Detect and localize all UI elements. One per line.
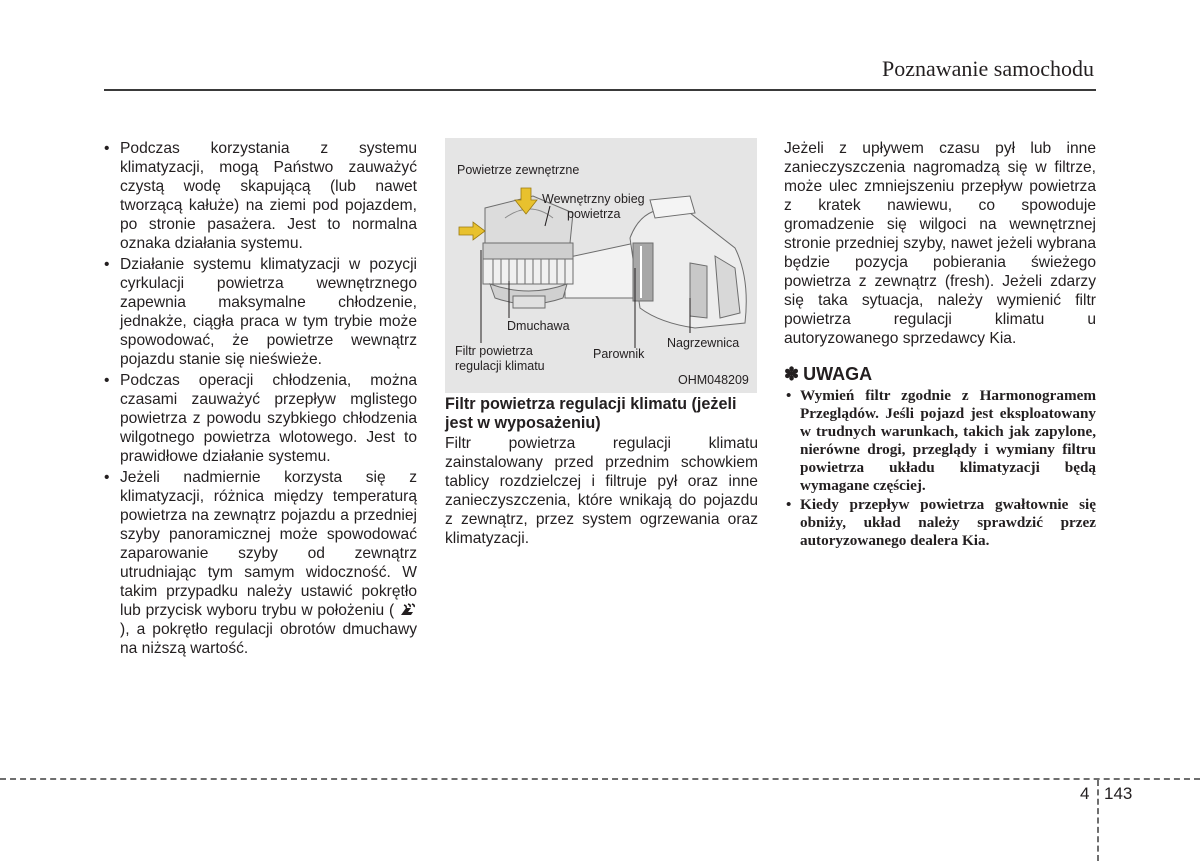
list-item bbox=[104, 468, 417, 658]
list-item-text: Jeżeli nadmiernie korzysta się z klimatyzacji, różnica między temperaturą powietrza na zewnątrz pojazdu a przedniej szyby panoramicznej może spowodować zaparowanie szyby od zewnątrz utrudniając tym samym widoczność. W takim przypadku należy ustawić pokrętło lub przycisk wyboru trybu w położeniu ( bbox=[120, 469, 417, 619]
chapter-number: 4 bbox=[1080, 784, 1090, 803]
left-column bbox=[104, 139, 417, 660]
label-evaporator: Parownik bbox=[593, 347, 645, 361]
label-filter-line1: Filtr powietrza bbox=[455, 344, 533, 358]
label-recirc-line2: powietrza bbox=[567, 207, 621, 221]
footer-dashed-rule bbox=[0, 778, 1200, 780]
note-symbol: ✽ bbox=[784, 364, 800, 384]
section-title: Filtr powietrza regulacji klimatu (jeżeli jest w wyposażeniu) bbox=[445, 395, 737, 432]
list-item: • Podczas operacji chłodzenia, można czasami zauważyć przepływ mglistego powietrza z powodu szybkiego chłodzenia wilgotnego powietrza wlotowego. Jest to prawidłowe działanie systemu. bbox=[104, 371, 417, 466]
footer-dashed-divider bbox=[1097, 780, 1099, 861]
label-outside-air: Powietrze zewnętrzne bbox=[457, 163, 580, 177]
note-list bbox=[784, 387, 1096, 550]
defrost-mode-icon bbox=[399, 603, 417, 617]
page-header-title: Poznawanie samochodu bbox=[882, 56, 1094, 81]
note-item: • Wymień filtr zgodnie z Harmonogramem Przeglądów. Jeśli pojazd jest eksploatowany w trudnych warunkach, takich jak zapylone, nierówne drogi, przeglądy i wymiany filtru powietrza układu klimatyzacji będą wymagane częściej. bbox=[784, 387, 1096, 495]
bullet-list bbox=[104, 139, 417, 658]
note-item: • Kiedy przepływ powietrza gwałtownie się obniży, układ należy sprawdzić przez autoryzowanego dealera Kia. bbox=[784, 496, 1096, 550]
note-title: UWAGA bbox=[803, 364, 873, 384]
right-column bbox=[784, 139, 1096, 551]
label-heater: Nagrzewnica bbox=[667, 336, 740, 350]
list-item-text: ), a pokrętło regulacji obrotów dmuchawy na niższą wartość. bbox=[120, 621, 417, 657]
note-heading bbox=[784, 363, 1096, 385]
list-item: • Działanie systemu klimatyzacji w pozycji cyrkulacji powietrza wewnętrznego zapewnia maksymalne chłodzenie, jednakże, ciągła praca w tym trybie może spowodować, że powietrze wewnątrz pojazdu stanie się nieświeże. bbox=[104, 255, 417, 369]
hvac-filter-diagram bbox=[445, 138, 757, 393]
paragraph: Jeżeli z upływem czasu pył lub inne zanieczyszczenia nagromadzą się w filtrze, może ulec zmniejszeniu przepływ powietrza z kratek nawiewu, co spowoduje gromadzenie się wilgoci na wewnętrznej stronie przedniej szyby, nawet jeżeli wybrana będzie pozycja pobierania świeżego powietrza z zewnątrz (fresh). Jeżeli zdarzy się taka sytuacja, należy wymienić filtr powietrza regulacji klimatu u autoryzowanego sprzedawcy Kia. bbox=[784, 140, 1096, 347]
page-number: 143 bbox=[1104, 784, 1133, 803]
label-recirc-line1: Wewnętrzny obieg bbox=[542, 192, 645, 206]
header-rule bbox=[104, 89, 1096, 91]
label-filter-line2: regulacji klimatu bbox=[455, 359, 545, 373]
figure-code: OHM048209 bbox=[678, 373, 749, 387]
list-item: • Podczas korzystania z systemu klimatyzacji, mogą Państwo zauważyć czystą wodę skapującą (lub nawet tworzącą kałuże) na ziemi pod pojazdem, po stronie pasażera. Jest to normalna oznaka działania systemu. bbox=[104, 139, 417, 253]
label-blower: Dmuchawa bbox=[507, 319, 570, 333]
section-body: Filtr powietrza regulacji klimatu zainstalowany przed przednim schowkiem tablicy rozdzielczej i filtruje pył oraz inne zanieczyszczenia, które wnikają do pojazdu z zewnątrz, przez system ogrzewania oraz klimatyzacji. bbox=[445, 435, 758, 547]
